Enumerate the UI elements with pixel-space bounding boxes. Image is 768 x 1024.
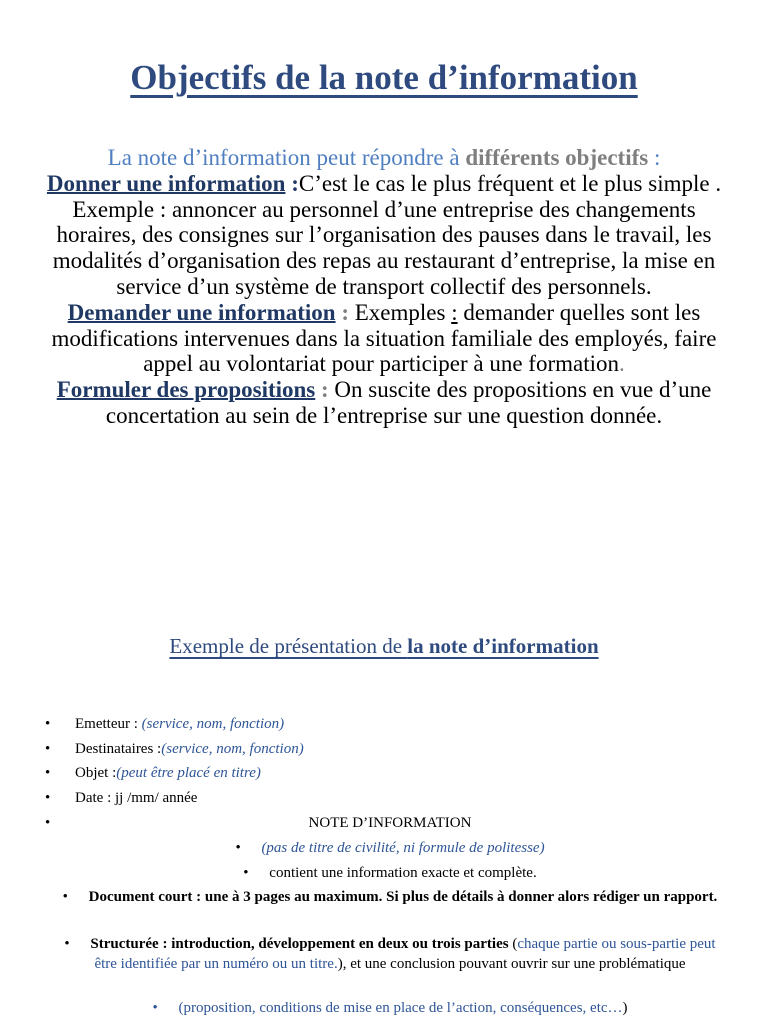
courtesy-text: (pas de titre de civilité, ni formule de politesse) (261, 840, 545, 856)
section-separator: : (335, 299, 349, 325)
section-ask-info (40, 300, 728, 377)
section-body-pre: Exemples (349, 299, 452, 325)
list-item (0, 714, 768, 739)
last-item-line (60, 998, 720, 1018)
bullet (64, 934, 90, 954)
section-body: C’est le cas le plus fréquent et le plus simple . Exemple : annoncer au personnel d’une entreprise des changements horaires, des consignes sur l’organisation des pauses dans le travail, les modalités d’organisation des repas au restaurant d’entreprise, la mise en service d’un système de transport collectif des personnels. (52, 170, 722, 299)
section-body-end: . (619, 351, 625, 377)
last-item-dots: … (607, 1000, 623, 1016)
list-item-label: Destinataires : (75, 740, 162, 757)
list-item (0, 739, 768, 764)
doc-court-line (60, 887, 720, 907)
list-item-label: Emetteur : (75, 716, 142, 732)
section-heading: Demander une information (67, 299, 336, 325)
objectives-section (40, 145, 728, 429)
list-item (0, 788, 768, 813)
bullet-empty: • (45, 815, 51, 831)
content-text: contient une information exacte et complète. (269, 865, 537, 881)
list-item-detail: (service, nom, fonction) (161, 740, 304, 757)
section-separator: : (285, 170, 299, 196)
intro-text: La note d’information peut répondre à (107, 145, 466, 170)
intro-end: : (648, 145, 661, 170)
list-item (0, 763, 768, 788)
subtitle-bold: la note d’information (407, 634, 599, 658)
structure-line (60, 934, 720, 974)
list-item-detail: (service, nom, fonction) (141, 716, 285, 732)
section-heading: Donner une information (46, 170, 286, 196)
bullet (235, 838, 261, 858)
structure-blue: chaque partie ou sous-partie peut être identifiée par un numéro ou un titre. (94, 936, 716, 972)
list-item-detail: (peut être placé en titre) (116, 765, 261, 781)
doc-court-text: Document court : une à 3 pages au maximum. Si plus de détails à donner alors rédiger un rapport. (88, 889, 718, 905)
section-separator: : (315, 377, 329, 403)
structure-bold: Structurée : introduction, développement en deux ou trois parties (90, 936, 509, 952)
bullet (152, 998, 178, 1018)
last-item-text: (proposition, conditions de mise en place de l’action, conséquences, etc (178, 1000, 608, 1016)
bullet (243, 863, 269, 883)
list-item-label: Objet : (75, 765, 117, 781)
section-heading: Formuler des propositions (56, 377, 316, 403)
section-body-colon: : (451, 299, 458, 325)
courtesy-line (60, 838, 720, 858)
intro-bold: différents objectifs (465, 145, 649, 170)
structure-rest: ), et une conclusion pouvant ouvrir sur une problématique (337, 956, 686, 972)
page-title: Objectifs de la note d’information (130, 58, 638, 97)
example-subtitle (0, 634, 768, 659)
note-heading: NOTE D’INFORMATION (308, 815, 472, 831)
section-proposals (40, 377, 728, 429)
bullet (63, 887, 89, 907)
header-fields-list (0, 714, 768, 812)
list-item-label: Date : jj /mm/ année (75, 789, 198, 806)
intro-line (40, 145, 728, 171)
last-item-close: ) (622, 1000, 628, 1016)
subtitle-text: Exemple de présentation de (169, 634, 408, 658)
section-body: demander quelles sont les modifications intervenues dans la situation familiale des employés, faire appel au volontariat pour participer à une formation (51, 299, 717, 377)
section-body: On suscite des propositions en vue d’une concertation au sein de l’entreprise sur une question donnée. (105, 377, 712, 428)
structure-paren: ( (508, 936, 518, 952)
section-give-info (40, 171, 728, 300)
content-line (60, 863, 720, 883)
